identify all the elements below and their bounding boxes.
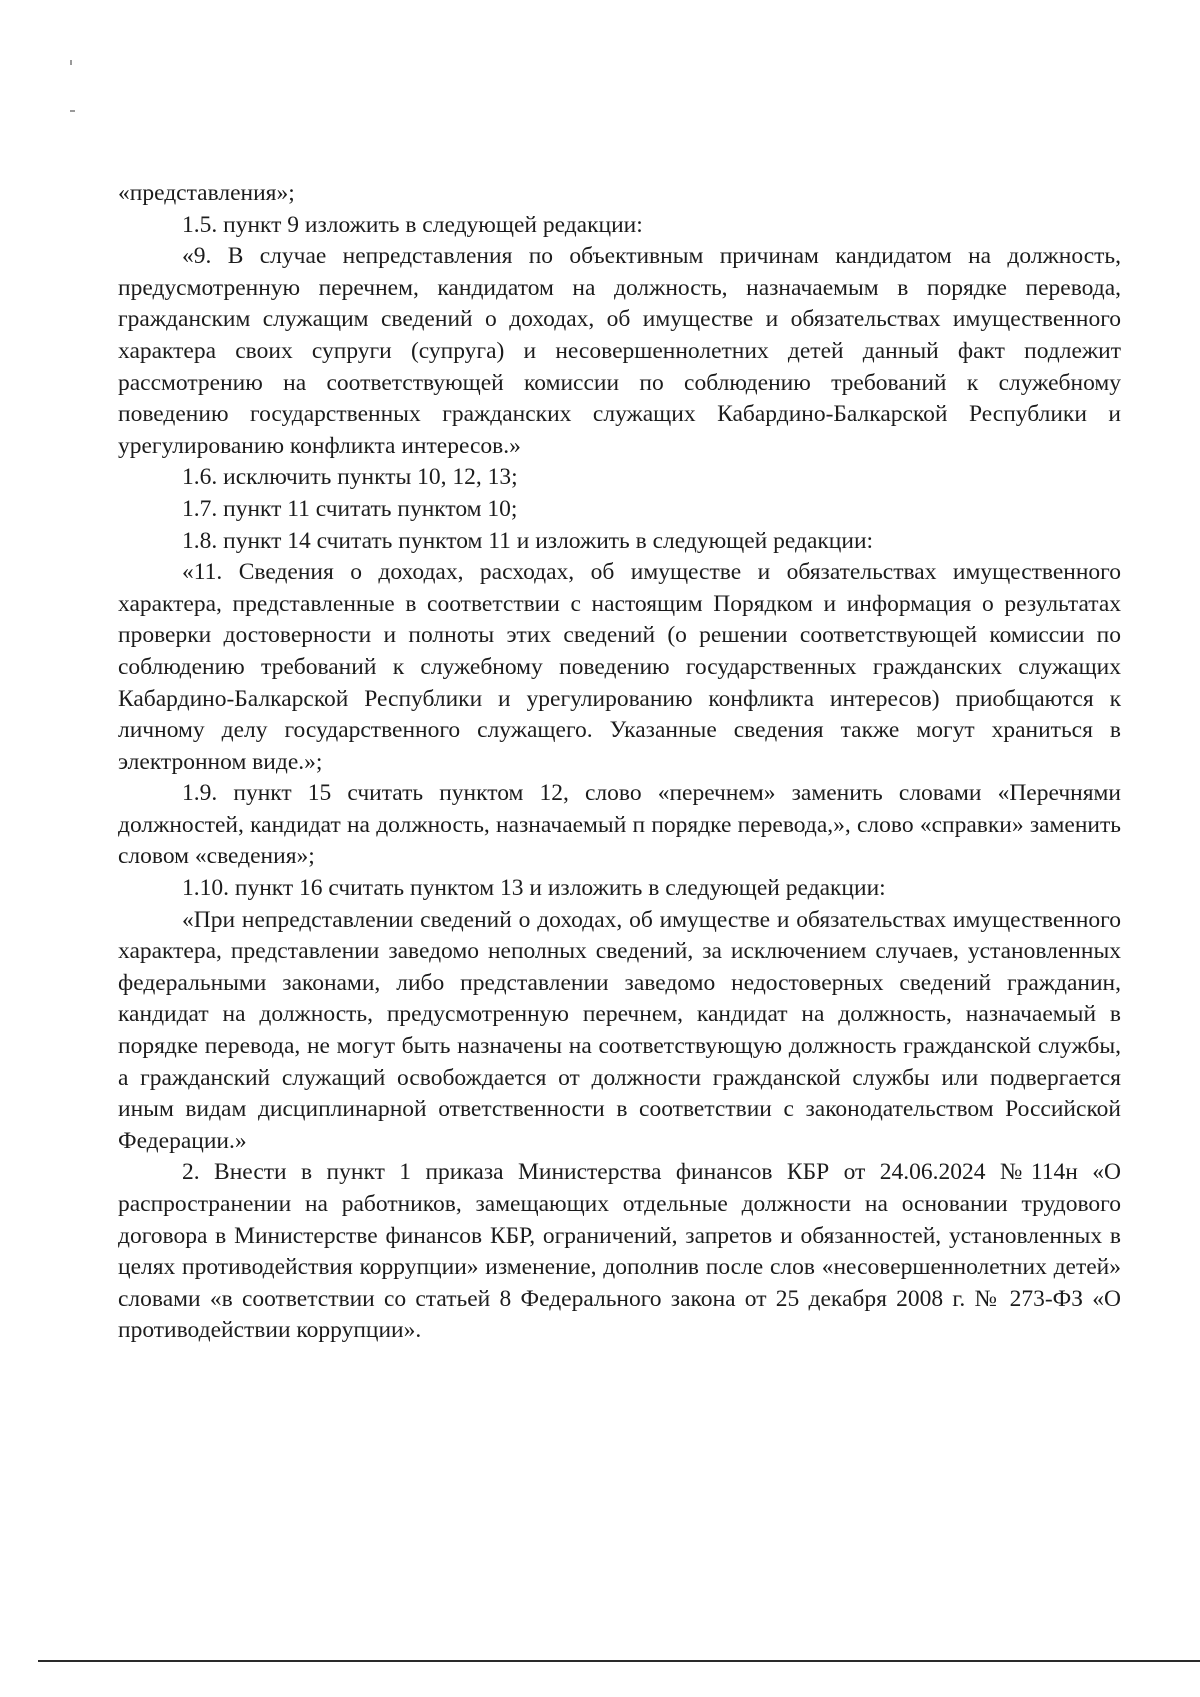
document-body [118, 178, 1121, 1347]
paragraph-1-5: 1.5. пункт 9 изложить в следующей редакции: [182, 211, 643, 238]
scan-artifact [70, 60, 72, 65]
scan-artifact [70, 110, 75, 112]
paragraph-1-9: 1.9. пункт 15 считать пунктом 12, слово «перечнем» заменить словами «Перечнями должностей, кандидат на должность, назначаемый п порядке перевода,», слово «справки» заменить словом «сведения»; [118, 780, 1121, 870]
paragraph-point-13-text: «При непредставлении сведений о доходах, об имуществе и обязательствах имущественного характера, представлении заведомо неполных сведений, за исключением случаев, установленных федеральными законами, либо представлении заведомо недостоверных сведений гражданин, кандидат на должность, предусмотренную перечнем, кандидат на должность, назначаемый в порядке перевода, не могут быть назначены на соответствующую должность гражданской службы, а гражданский служащий освобождается от должности гражданской службы или подвергается иным видам дисциплинарной ответственности в соответствии с законодательством Российской Федерации.» [118, 906, 1121, 1154]
paragraph-2: 2. Внести в пункт 1 приказа Министерства финансов КБР от 24.06.2024 №114н «О распространении на работников, замещающих отдельные должности на основании трудового договора в Министерстве финансов КБР, ограничений, запретов и обязанностей, установленных в целях противодействия коррупции» изменение, дополнив после слов «несовершеннолетних детей» словами «в соответствии со статьей 8 Федерального закона от 25 декабря 2008 г. № 273-ФЗ «О противодействии коррупции». [118, 1159, 1121, 1344]
paragraph-point-11-text: «11. Сведения о доходах, расходах, об имуществе и обязательствах имущественного характера, представленные в соответствии с настоящим Порядком и информация о результатах проверки достоверности и полноты этих сведений (о решении соответствующей комиссии по соблюдению требований к служебному поведению государственных гражданских служащих Кабардино-Балкарской Республики и урегулированию конфликта интересов) приобщаются к личному делу государственного служащего. Указанные сведения также могут храниться в электронном виде.»; [118, 559, 1121, 775]
paragraph-point-9-text: «9. В случае непредставления по объективным причинам кандидатом на должность, предусмотренную перечнем, кандидатом на должность, назначаемым в порядке перевода, гражданским служащим сведений о доходах, об имуществе и обязательствах имущественного характера своих супруги (супруга) и несовершеннолетних детей данный факт подлежит рассмотрению на соответствующей комиссии по соблюдению требований к служебному поведению государственных гражданских служащих Кабардино-Балкарской Республики и урегулированию конфликта интересов.» [118, 243, 1121, 459]
paragraph-1-6: 1.6. исключить пункты 10, 12, 13; [182, 464, 518, 491]
paragraph-1-7: 1.7. пункт 11 считать пунктом 10; [182, 495, 518, 522]
paragraph-1-10: 1.10. пункт 16 считать пунктом 13 и изложить в следующей редакции: [182, 875, 886, 902]
paragraph-1-8: 1.8. пункт 14 считать пунктом 11 и изложить в следующей редакции: [182, 527, 874, 554]
paragraph-continuation: «представления»; [118, 180, 295, 206]
page-bottom-rule [38, 1660, 1200, 1662]
